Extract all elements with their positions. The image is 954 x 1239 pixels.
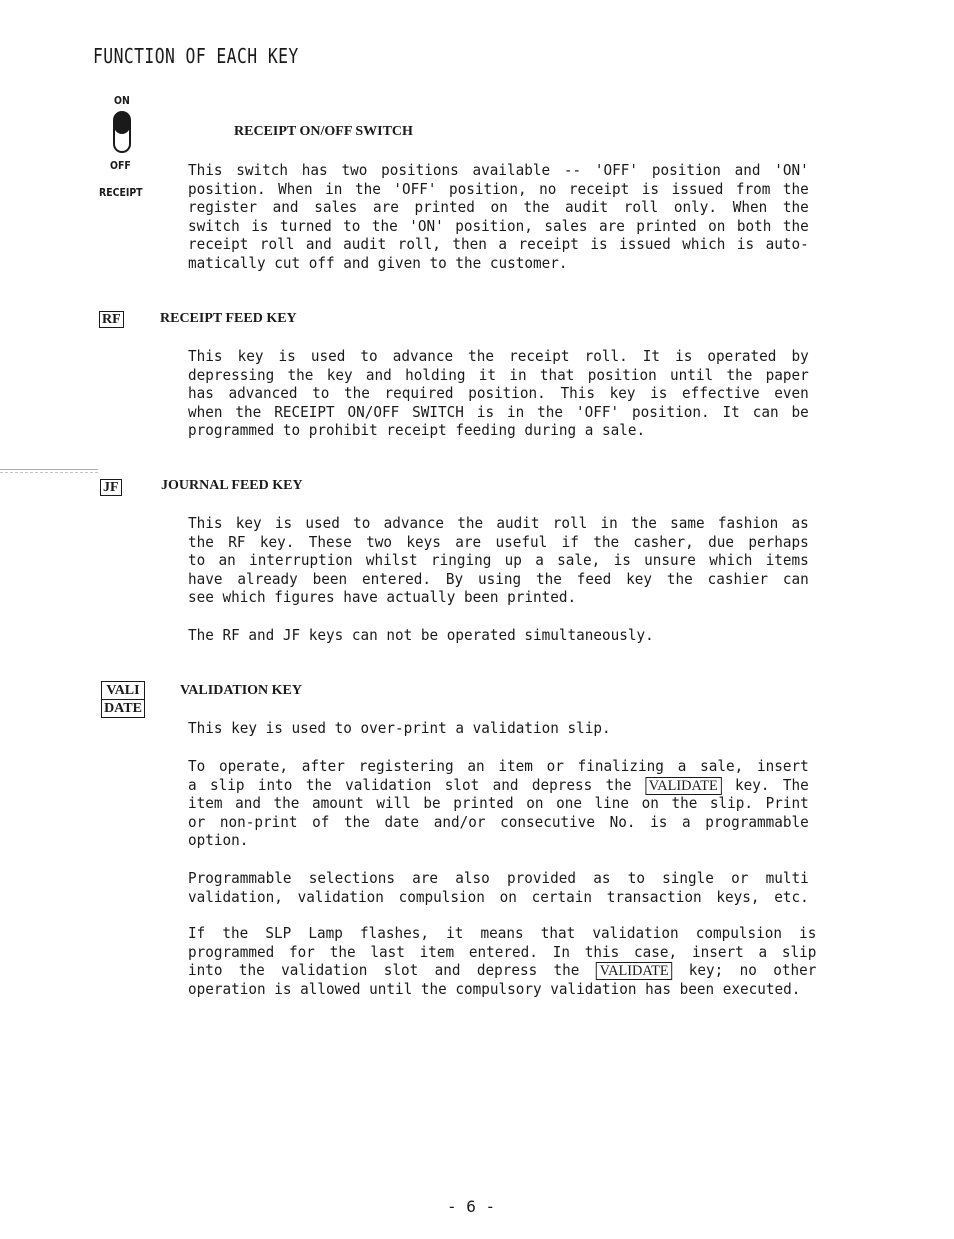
journal-feed-note bbox=[188, 626, 809, 645]
text-line: register and sales are printed on the audit roll only. When the bbox=[188, 198, 809, 217]
switch-off-label: OFF bbox=[110, 159, 131, 172]
text-line: item and the amount will be printed on one line on the slip. Print bbox=[188, 794, 809, 813]
text-fragment: a slip into the validation slot and depress the bbox=[188, 775, 632, 794]
text-line: Programmable selections are also provided as to single or multi bbox=[188, 869, 809, 887]
journal-feed-heading: JOURNAL FEED KEY bbox=[161, 478, 303, 493]
text-line: validation, validation compulsion on certain transaction keys, etc. bbox=[188, 887, 809, 906]
text-line: have already been entered. By using the feed key the cashier can bbox=[188, 569, 809, 588]
receipt-switch-description bbox=[188, 161, 809, 273]
text-line: To operate, after registering an item or finalizing a sale, insert bbox=[188, 757, 809, 775]
page-number: - 6 - bbox=[447, 1197, 496, 1216]
text-line: This key is used to advance the receipt roll. It is operated by bbox=[188, 347, 809, 365]
inline-validate-key: VALIDATE bbox=[645, 777, 722, 795]
text-line: or non-print of the date and/or consecutive No. is a programmable bbox=[188, 812, 809, 831]
switch-on-label: ON bbox=[114, 94, 130, 107]
text-fragment: key; no other bbox=[688, 961, 817, 980]
text-line: the RF key. These two keys are useful if the casher, due perhaps bbox=[188, 532, 809, 551]
text-fragment: into the validation slot and depress the bbox=[188, 961, 580, 980]
text-fragment: key. The bbox=[735, 775, 809, 794]
text-line: position. When in the 'OFF' position, no receipt is issued from the bbox=[188, 179, 809, 198]
jf-keycap: JF bbox=[100, 479, 122, 496]
text-line: programmed to prohibit receipt feeding during a sale. bbox=[188, 421, 646, 440]
validation-heading: VALIDATION KEY bbox=[180, 683, 303, 698]
toggle-switch-icon bbox=[112, 110, 132, 154]
validate-keycap bbox=[101, 681, 145, 718]
text-line: If the SLP Lamp flashes, it means that validation compulsion is bbox=[188, 924, 817, 942]
text-line: to an interruption whilst ringing up a sale, is unsure which items bbox=[188, 551, 809, 570]
receipt-feed-heading: RECEIPT FEED KEY bbox=[160, 311, 297, 326]
text-line: matically cut off and given to the customer. bbox=[188, 253, 568, 272]
text-line: programmed for the last item entered. In this case, insert a slip bbox=[188, 942, 817, 961]
text-line: option. bbox=[188, 831, 249, 850]
rf-keycap: RF bbox=[99, 311, 124, 328]
validation-intro bbox=[188, 719, 809, 738]
switch-caption: RECEIPT bbox=[99, 186, 143, 199]
receipt-feed-description bbox=[188, 347, 809, 440]
text-line: see which figures have actually been printed. bbox=[188, 588, 577, 607]
page-title: FUNCTION OF EACH KEY bbox=[93, 44, 299, 68]
text-line: depressing the key and holding it in that position until the paper bbox=[188, 365, 809, 384]
validation-options bbox=[188, 869, 809, 906]
text-line: receipt roll and audit roll, then a receipt is issued which is auto- bbox=[188, 235, 809, 254]
validation-operation bbox=[188, 757, 809, 850]
text-line: This key is used to over-print a validation slip. bbox=[188, 719, 611, 737]
validate-keycap-top: VALI bbox=[106, 683, 140, 698]
text-line: This key is used to advance the audit roll in the same fashion as bbox=[188, 514, 809, 532]
validation-compulsion bbox=[188, 924, 816, 998]
text-line: when the RECEIPT ON/OFF SWITCH is in the 'OFF' position. It can be bbox=[188, 402, 809, 421]
text-line: switch is turned to the 'ON' position, sales are printed on both the bbox=[188, 216, 809, 235]
receipt-switch-heading: RECEIPT ON/OFF SWITCH bbox=[234, 124, 413, 139]
text-line-with-key bbox=[188, 961, 816, 980]
scan-artifact bbox=[0, 469, 98, 473]
text-line: The RF and JF keys can not be operated simultaneously. bbox=[188, 626, 654, 644]
text-line-with-key bbox=[188, 776, 809, 795]
journal-feed-description bbox=[188, 514, 809, 607]
text-line: This switch has two positions available -- 'OFF' position and 'ON' bbox=[188, 161, 809, 179]
text-line: has advanced to the required position. This key is effective even bbox=[188, 384, 809, 403]
inline-validate-key: VALIDATE bbox=[596, 962, 673, 980]
validate-keycap-bottom: DATE bbox=[102, 699, 144, 717]
text-line: operation is allowed until the compulsory validation has been executed. bbox=[188, 979, 801, 998]
